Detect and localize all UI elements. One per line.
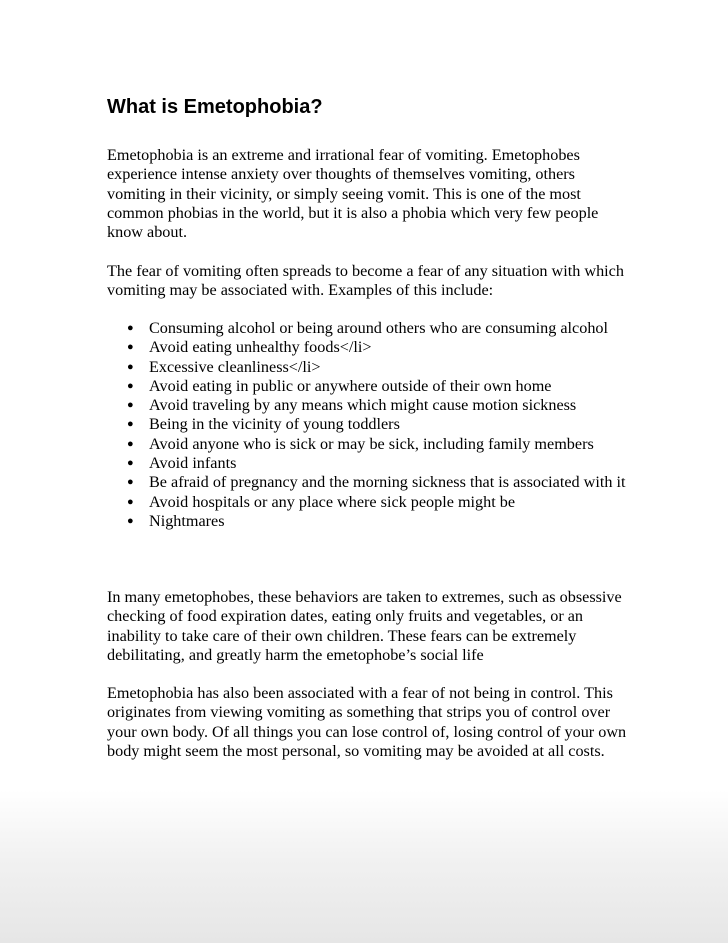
list-item-text: Consuming alcohol or being around others who are consuming alcohol <box>149 319 609 337</box>
list-item-text: Nightmares <box>149 511 225 530</box>
list-item <box>107 358 627 377</box>
bullet-icon: ● <box>127 341 134 354</box>
list-item-text: Avoid traveling by any means which might cause motion sickness <box>149 396 577 415</box>
list-item-text: Avoid infants <box>149 454 237 473</box>
list-item <box>107 338 627 357</box>
list-item <box>107 454 627 473</box>
bullet-icon: ● <box>127 322 134 334</box>
bullet-icon: ● <box>127 379 134 392</box>
list-item <box>107 319 627 338</box>
paragraph-control: Emetophobia has also been associated with a fear of not being in control. This originates from viewing vomiting as something that strips you of control over your own body. Of all things you can lose control of, losing control of your own body might seem the most personal, so vomiting may be avoided at all costs. <box>107 684 627 760</box>
bullet-icon: ● <box>127 495 134 508</box>
list-item-text: Avoid anyone who is sick or may be sick, including family members <box>149 434 594 453</box>
bullet-icon: ● <box>127 437 134 450</box>
list-item <box>107 396 627 415</box>
list-item-text: Excessive cleanliness</li> <box>149 357 321 376</box>
paragraph-intro: Emetophobia is an extreme and irrational fear of vomiting. Emetophobes experience intense anxiety over thoughts of themselves vomiting, others vomiting in their vicinity, or simply seeing vomit. This is one of the most common phobias in the world, but it is also a phobia which very few people know about. <box>107 146 599 242</box>
bullet-icon: ● <box>127 457 134 470</box>
list-item <box>107 435 627 454</box>
document-title: What is Emetophobia? <box>107 96 323 118</box>
list-item <box>107 493 627 512</box>
list-item <box>107 415 627 434</box>
list-item-text: Avoid eating in public or anywhere outside of their own home <box>149 376 552 395</box>
list-item-text: Avoid hospitals or any place where sick people might be <box>149 492 516 511</box>
list-item-text: Being in the vicinity of young toddlers <box>149 415 400 434</box>
paragraph-extremes: In many emetophobes, these behaviors are taken to extremes, such as obsessive checking of food expiration dates, eating only fruits and vegetables, or an inability to take care of their own children. These fears can be extremely debilitating, and greatly harm the emetophobe’s social life <box>107 588 622 664</box>
bullet-icon: ● <box>127 418 134 431</box>
list-item <box>107 512 627 531</box>
bullet-icon: ● <box>127 476 134 489</box>
list-item-text: Be afraid of pregnancy and the morning sickness that is associated with it <box>149 473 626 492</box>
bullet-icon: ● <box>127 399 134 412</box>
paragraph-examples-intro: The fear of vomiting often spreads to become a fear of any situation with which vomiting may be associated with. Examples of this include: <box>107 262 624 300</box>
list-item-text: Avoid eating unhealthy foods</li> <box>149 338 372 357</box>
bullet-icon: ● <box>127 514 134 527</box>
list-item <box>107 473 627 492</box>
examples-list <box>107 319 627 531</box>
list-item <box>107 377 627 396</box>
bullet-icon: ● <box>127 360 134 373</box>
